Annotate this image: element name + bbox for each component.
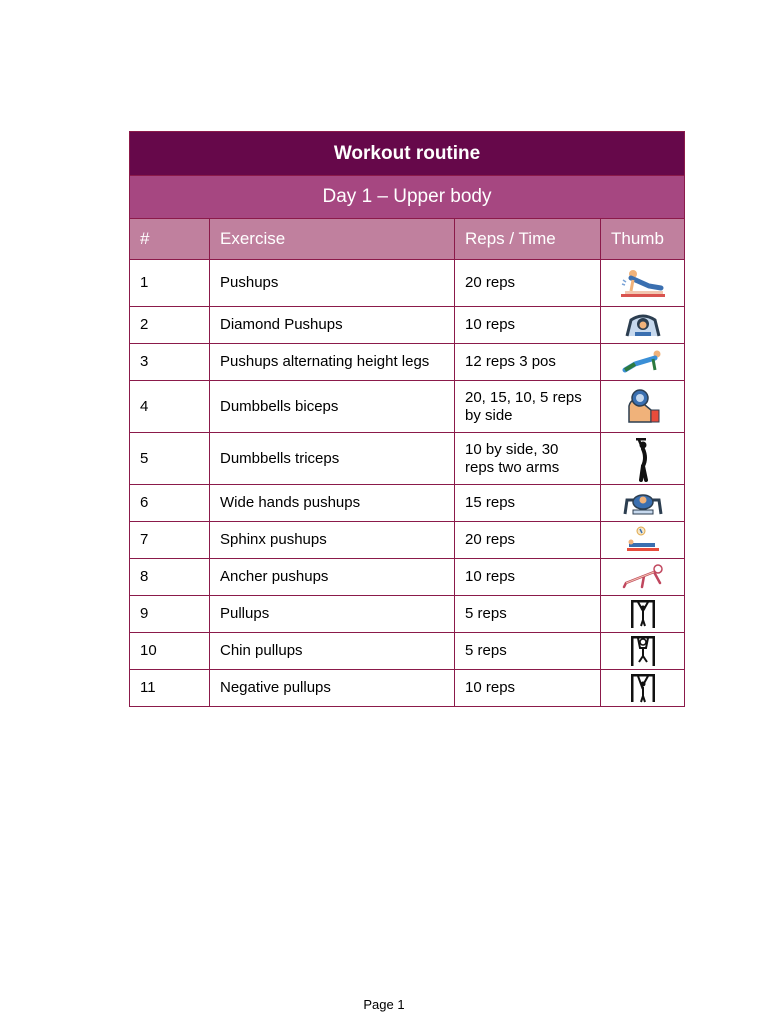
row-thumb	[601, 307, 685, 344]
table-subtitle: Day 1 – Upper body	[130, 176, 685, 219]
row-thumb	[601, 344, 685, 381]
row-reps: 10 by side, 30 reps two arms	[455, 433, 601, 485]
row-exercise: Pushups	[210, 260, 455, 307]
chin-pullup-icon	[629, 634, 657, 668]
header-exercise: Exercise	[210, 219, 455, 260]
row-reps: 20, 15, 10, 5 reps by side	[455, 381, 601, 433]
row-thumb	[601, 485, 685, 522]
negative-pullup-icon	[629, 672, 657, 704]
table-row	[130, 522, 685, 559]
workout-table	[129, 131, 685, 707]
row-number: 3	[130, 344, 210, 381]
table-row	[130, 433, 685, 485]
row-exercise: Wide hands pushups	[210, 485, 455, 522]
row-exercise: Ancher pushups	[210, 559, 455, 596]
row-reps: 5 reps	[455, 633, 601, 670]
row-number: 8	[130, 559, 210, 596]
row-number: 10	[130, 633, 210, 670]
row-exercise: Chin pullups	[210, 633, 455, 670]
row-reps: 12 reps 3 pos	[455, 344, 601, 381]
row-number: 2	[130, 307, 210, 344]
header-reps: Reps / Time	[455, 219, 601, 260]
row-exercise: Dumbbells triceps	[210, 433, 455, 485]
row-thumb	[601, 559, 685, 596]
table-row	[130, 633, 685, 670]
row-thumb	[601, 596, 685, 633]
row-number: 6	[130, 485, 210, 522]
row-reps: 20 reps	[455, 260, 601, 307]
header-row	[130, 219, 685, 260]
table-title: Workout routine	[130, 132, 685, 176]
title-row	[130, 132, 685, 176]
row-exercise: Dumbbells biceps	[210, 381, 455, 433]
table-row	[130, 670, 685, 707]
wide-pushup-icon	[621, 488, 665, 518]
row-exercise: Pushups alternating height legs	[210, 344, 455, 381]
row-number: 5	[130, 433, 210, 485]
row-thumb	[601, 633, 685, 670]
row-reps: 5 reps	[455, 596, 601, 633]
table-row	[130, 596, 685, 633]
page-number: Page 1	[363, 997, 405, 1012]
pushup-icon	[619, 266, 667, 300]
diamond-pushup-icon	[621, 310, 665, 340]
table-row	[130, 559, 685, 596]
table-row	[130, 344, 685, 381]
row-reps: 10 reps	[455, 307, 601, 344]
row-reps: 20 reps	[455, 522, 601, 559]
tricep-dumbbell-icon	[631, 436, 655, 482]
pullup-icon	[629, 598, 657, 630]
row-thumb	[601, 670, 685, 707]
header-thumb: Thumb	[601, 219, 685, 260]
row-thumb	[601, 260, 685, 307]
row-reps: 10 reps	[455, 559, 601, 596]
row-exercise: Pullups	[210, 596, 455, 633]
table-row	[130, 307, 685, 344]
row-exercise: Sphinx pushups	[210, 522, 455, 559]
table-row	[130, 260, 685, 307]
row-reps: 10 reps	[455, 670, 601, 707]
row-number: 9	[130, 596, 210, 633]
row-exercise: Diamond Pushups	[210, 307, 455, 344]
table-row	[130, 381, 685, 433]
row-reps: 15 reps	[455, 485, 601, 522]
row-thumb	[601, 522, 685, 559]
row-number: 1	[130, 260, 210, 307]
sphinx-pushup-icon	[623, 525, 663, 555]
subtitle-row	[130, 176, 685, 219]
plank-pushup-icon	[621, 348, 665, 376]
table-row	[130, 485, 685, 522]
header-num: #	[130, 219, 210, 260]
archer-pushup-icon	[620, 563, 666, 591]
row-number: 11	[130, 670, 210, 707]
row-number: 7	[130, 522, 210, 559]
row-thumb	[601, 433, 685, 485]
bicep-dumbbell-icon	[623, 388, 663, 426]
row-exercise: Negative pullups	[210, 670, 455, 707]
row-number: 4	[130, 381, 210, 433]
row-thumb	[601, 381, 685, 433]
